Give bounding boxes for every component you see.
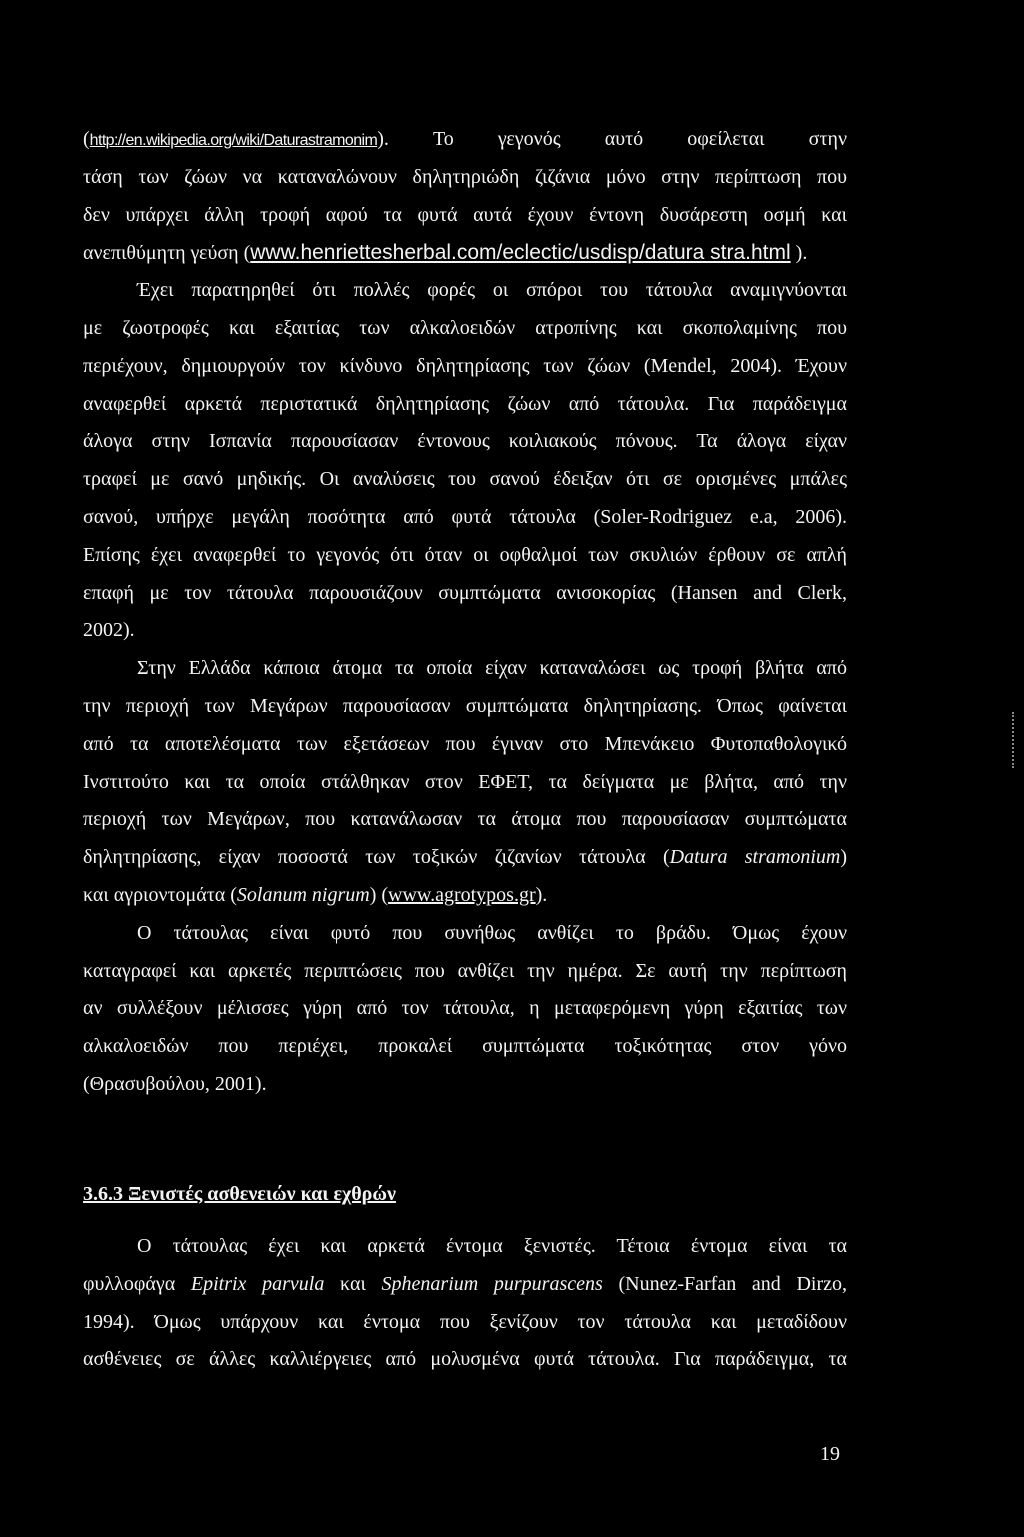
text-line: περιέχουν, δημιουργούν τον κίνδυνο δηλητηρίασης των ζώων (Mendel, 2004). Έχουν [83, 354, 847, 377]
paragraph [83, 1228, 847, 1379]
text-line [83, 1266, 847, 1304]
text-segment: φυλλοφάγα [83, 1272, 191, 1295]
text-segment: δηλητηρίασης, είχαν ποσοστά των τοξικών ζιζανίων τάτουλα ( [83, 846, 670, 869]
text-line: καταγραφεί και αρκετές περιπτώσεις που ανθίζει την ημέρα. Σε αυτή την περίπτωση [83, 959, 847, 982]
section-text [83, 1228, 847, 1379]
text-line [83, 839, 847, 877]
text-line: δεν υπάρχει άλλη τροφή αφού τα φυτά αυτά έχουν έντονη δυσάρεστη οσμή και [83, 203, 847, 226]
text-line: 1994). Όμως υπάρχουν και έντομα που ξενίζουν τον τάτουλα και μεταδίδουν [83, 1310, 847, 1333]
agrotypos-link[interactable]: www.agrotypos.gr [388, 883, 536, 906]
text-segment: ). Το γεγονός αυτό οφείλεται στην [377, 128, 847, 150]
species-name: Epitrix parvula [190, 1272, 325, 1295]
text-line: αλκαλοειδών που περιέχει, προκαλεί συμπτώματα τοξικότητας στον γόνο [83, 1035, 847, 1058]
text-segment: ) ( [369, 883, 389, 906]
section-heading: 3.6.3 Ξενιστές ασθενειών και εχθρών [83, 1183, 396, 1205]
paragraph [83, 272, 847, 650]
text-line: αν συλλέξουν μέλισσες γύρη από τον τάτουλα, η μεταφερόμενη γύρη εξαιτίας των [83, 997, 847, 1020]
text-line: (Θρασυβούλου, 2001). [83, 1072, 267, 1095]
text-line: την περιοχή των Μεγάρων παρουσίασαν συμπτώματα δηλητηρίασης. Όπως φαίνεται [83, 694, 847, 717]
text-line [83, 121, 847, 159]
species-name: Sphenarium purpurascens [381, 1272, 603, 1295]
scan-mark [1012, 712, 1014, 768]
paragraph [83, 121, 847, 272]
text-line: Επίσης έχει αναφερθεί το γεγονός ότι όταν οι οφθαλμοί των σκυλιών έρθουν σε απλή [83, 543, 847, 566]
text-line: Στην Ελλάδα κάποια άτομα τα οποία είχαν καταναλώσει ως τροφή βλήτα από [137, 657, 847, 680]
text-segment: ) [840, 846, 847, 869]
text-segment: ). [535, 883, 548, 906]
text-line: άλογα στην Ισπανία παρουσίασαν έντονους κοιλιακούς πόνους. Τα άλογα είχαν [83, 430, 847, 453]
text-segment: ( [83, 128, 90, 150]
text-line: περιοχή των Μεγάρων, που κατανάλωσαν τα άτομα που παρουσίασαν συμπτώματα [83, 808, 847, 831]
text-segment: και [324, 1272, 382, 1295]
text-line: Ο τάτουλας έχει και αρκετά έντομα ξενιστές. Τέτοια έντομα είναι τα [137, 1235, 847, 1257]
text-line: με ζωοτροφές και εξαιτίας των αλκαλοειδών ατροπίνης και σκοπολαμίνης που [83, 316, 847, 339]
species-name: Datura stramonium [669, 846, 841, 869]
text-segment: και αγριοντομάτα ( [83, 883, 237, 906]
henriettesherbal-link[interactable]: www.henriettesherbal.com/eclectic/usdisp/datura stra.html [250, 241, 791, 265]
text-line: 2002). [83, 619, 135, 642]
species-name: Solanum nigrum [236, 883, 370, 906]
text-line: Ο τάτουλας είναι φυτό που συνήθως ανθίζει το βράδυ. Όμως έχουν [137, 921, 847, 944]
text-segment: (Nunez-Farfan and Dirzo, [602, 1272, 848, 1295]
text-line: Έχει παρατηρηθεί ότι πολλές φορές οι σπόροι του τάτουλα αναμιγνύονται [137, 279, 847, 302]
text-segment: ανεπιθύμητη γεύση ( [83, 242, 251, 265]
text-line: επαφή με τον τάτουλα παρουσιάζουν συμπτώματα ανισοκορίας (Hansen and Clerk, [83, 581, 847, 604]
text-segment: ). [790, 242, 808, 265]
text-line [83, 234, 847, 272]
body-text [83, 121, 847, 1104]
text-line: τραφεί με σανό μηδικής. Οι αναλύσεις του σανού έδειξαν ότι σε ορισμένες μπάλες [83, 468, 847, 491]
text-line: σανού, υπήρχε μεγάλη ποσότητα από φυτά τάτουλα (Soler-Rodriguez e.a, 2006). [83, 505, 847, 528]
wikipedia-link[interactable]: http://en.wikipedia.org/wiki/Daturastramonim [89, 132, 378, 149]
text-line: τάση των ζώων να καταναλώνουν δηλητηριώδη ζιζάνια μόνο στην περίπτωση που [83, 165, 847, 188]
text-line: ασθένειες σε άλλες καλλιέργειες από μολυσμένα φυτά τάτουλα. Για παράδειγμα, τα [83, 1348, 847, 1371]
paragraph [83, 650, 847, 915]
text-line: από τα αποτελέσματα των εξετάσεων που έγιναν στο Μπενάκειο Φυτοπαθολογικό [83, 732, 847, 755]
page-number: 19 [820, 1443, 840, 1465]
text-line: αναφερθεί αρκετά περιστατικά δηλητηρίασης ζώων από τάτουλα. Για παράδειγμα [83, 392, 847, 415]
paragraph [83, 915, 847, 1104]
text-line [83, 877, 847, 915]
text-line: Ινστιτούτο και τα οποία στάλθηκαν στον ΕΦΕΤ, τα δείγματα με βλήτα, από την [83, 770, 847, 793]
